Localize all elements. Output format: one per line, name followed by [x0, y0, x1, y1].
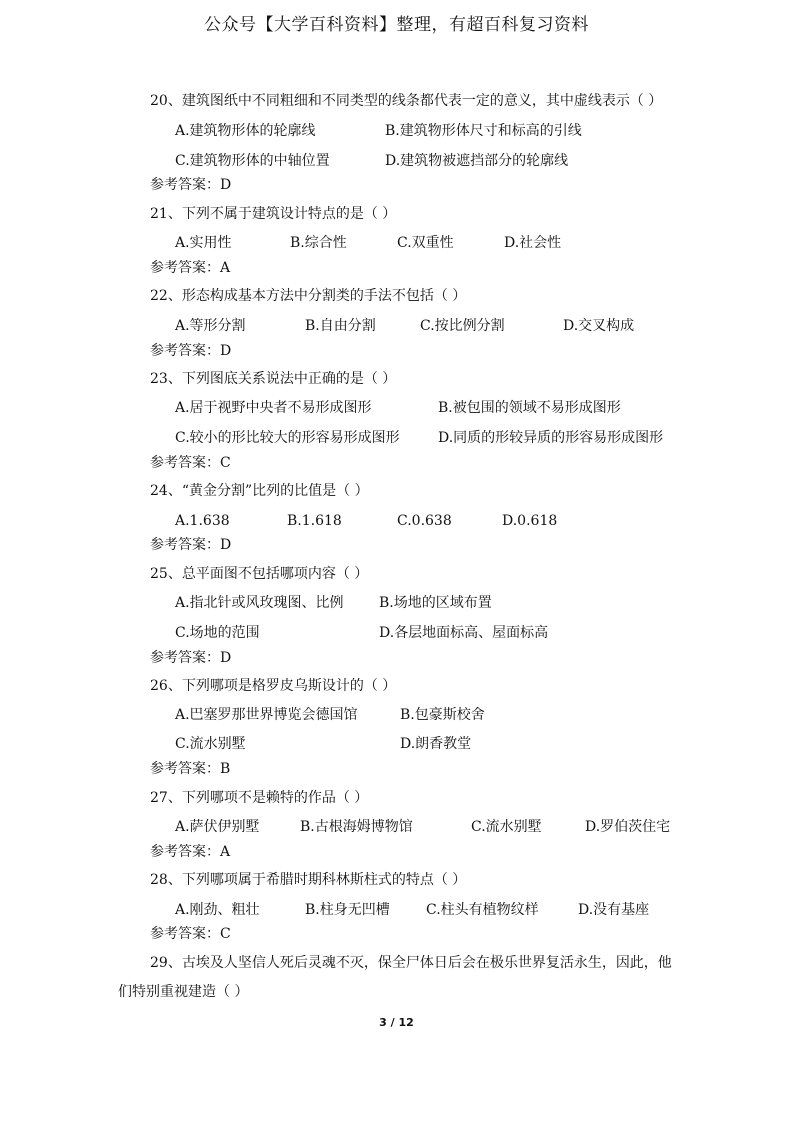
question-20: 20、建筑图纸中不同粗细和不同类型的线条都代表一定的意义，其中虚线表示（ ） — [150, 93, 663, 109]
option-28-a: A.刚劲、粗壮 — [175, 902, 260, 918]
question-23: 23、下列图底关系说法中正确的是（ ） — [150, 371, 397, 387]
question-22: 22、形态构成基本方法中分割类的手法不包括（ ） — [150, 288, 467, 304]
question-25: 25、总平面图不包括哪项内容（ ） — [150, 566, 369, 582]
option-28-b: B.柱身无凹槽 — [305, 902, 390, 918]
option-26-d: D.朗香教堂 — [400, 736, 472, 752]
answer-value: C — [220, 455, 231, 471]
answer-23 — [150, 453, 231, 473]
option-23-a: A.居于视野中央者不易形成图形 — [175, 400, 372, 416]
answer-label: 参考答案： — [150, 343, 220, 359]
option-21-b: B.综合性 — [290, 235, 347, 251]
option-23-b: B.被包围的领域不易形成图形 — [438, 400, 621, 416]
option-24-b: B.1.618 — [287, 513, 342, 529]
answer-24 — [150, 535, 231, 555]
answer-25 — [150, 648, 231, 668]
question-24: 24、“黄金分割”比列的比值是（ ） — [150, 483, 369, 499]
answer-26 — [150, 759, 230, 779]
answer-label: 参考答案： — [150, 177, 220, 193]
option-26-c: C.流水别墅 — [175, 736, 246, 752]
answer-value: C — [220, 926, 231, 942]
option-25-d: D.各层地面标高、屋面标高 — [379, 625, 549, 641]
page-number: 3 / 12 — [379, 1016, 414, 1029]
answer-label: 参考答案： — [150, 844, 220, 860]
option-21-d: D.社会性 — [504, 235, 562, 251]
question-29: 29、古埃及人坚信人死后灵魂不灭，保全尸体日后会在极乐世界复活永生，因此，他们特别重视建造（ ） — [118, 955, 672, 1000]
option-24-a: A.1.638 — [175, 513, 230, 529]
option-21-c: C.双重性 — [397, 235, 454, 251]
question-28: 28、下列哪项属于希腊时期科林斯柱式的特点（ ） — [150, 872, 467, 888]
answer-label: 参考答案： — [150, 260, 220, 276]
option-27-a: A.萨伏伊别墅 — [175, 819, 260, 835]
answer-21 — [150, 258, 230, 278]
option-22-b: B.自由分割 — [305, 318, 376, 334]
option-22-a: A.等形分割 — [175, 318, 246, 334]
answer-value: A — [220, 260, 231, 276]
option-20-b: B.建筑物形体尺寸和标高的引线 — [385, 123, 582, 139]
answer-27 — [150, 842, 230, 862]
option-22-d: D.交叉构成 — [563, 318, 635, 334]
option-23-c: C.较小的形比较大的形容易形成图形 — [175, 430, 400, 446]
answer-value: D — [220, 537, 232, 553]
answer-label: 参考答案： — [150, 926, 220, 942]
option-25-c: C.场地的范围 — [175, 625, 260, 641]
option-28-c: C.柱头有植物纹样 — [426, 902, 539, 918]
option-25-b: B.场地的区域布置 — [379, 595, 492, 611]
option-22-c: C.按比例分割 — [420, 318, 505, 334]
answer-label: 参考答案： — [150, 650, 220, 666]
option-27-c: C.流水别墅 — [471, 819, 542, 835]
question-26: 26、下列哪项是格罗皮乌斯设计的（ ） — [150, 678, 397, 694]
answer-value: B — [220, 761, 231, 777]
option-21-a: A.实用性 — [175, 235, 232, 251]
answer-value: D — [220, 177, 232, 193]
answer-20 — [150, 175, 231, 195]
option-24-d: D.0.618 — [502, 513, 558, 529]
answer-label: 参考答案： — [150, 537, 220, 553]
option-27-d: D.罗伯茨住宅 — [585, 819, 671, 835]
option-26-a: A.巴塞罗那世界博览会德国馆 — [175, 707, 358, 723]
option-20-d: D.建筑物被遮挡部分的轮廓线 — [385, 153, 569, 169]
option-24-c: C.0.638 — [397, 513, 452, 529]
page-header: 公众号【大学百科资料】整理，有超百科复习资料 — [204, 15, 589, 35]
option-28-d: D.没有基座 — [578, 902, 650, 918]
option-25-a: A.指北针或风玫瑰图、比例 — [175, 595, 344, 611]
question-21: 21、下列不属于建筑设计特点的是（ ） — [150, 206, 397, 222]
question-27: 27、下列哪项不是赖特的作品（ ） — [150, 790, 369, 806]
answer-label: 参考答案： — [150, 761, 220, 777]
option-27-b: B.古根海姆博物馆 — [300, 819, 413, 835]
option-20-a: A.建筑物形体的轮廓线 — [175, 123, 316, 139]
option-23-d: D.同质的形较异质的形容易形成图形 — [438, 430, 664, 446]
answer-label: 参考答案： — [150, 455, 220, 471]
option-26-b: B.包豪斯校舍 — [400, 707, 485, 723]
option-20-c: C.建筑物形体的中轴位置 — [175, 153, 330, 169]
answer-value: D — [220, 343, 232, 359]
answer-value: D — [220, 650, 232, 666]
answer-28 — [150, 924, 231, 944]
answer-value: A — [220, 844, 231, 860]
answer-22 — [150, 341, 231, 361]
